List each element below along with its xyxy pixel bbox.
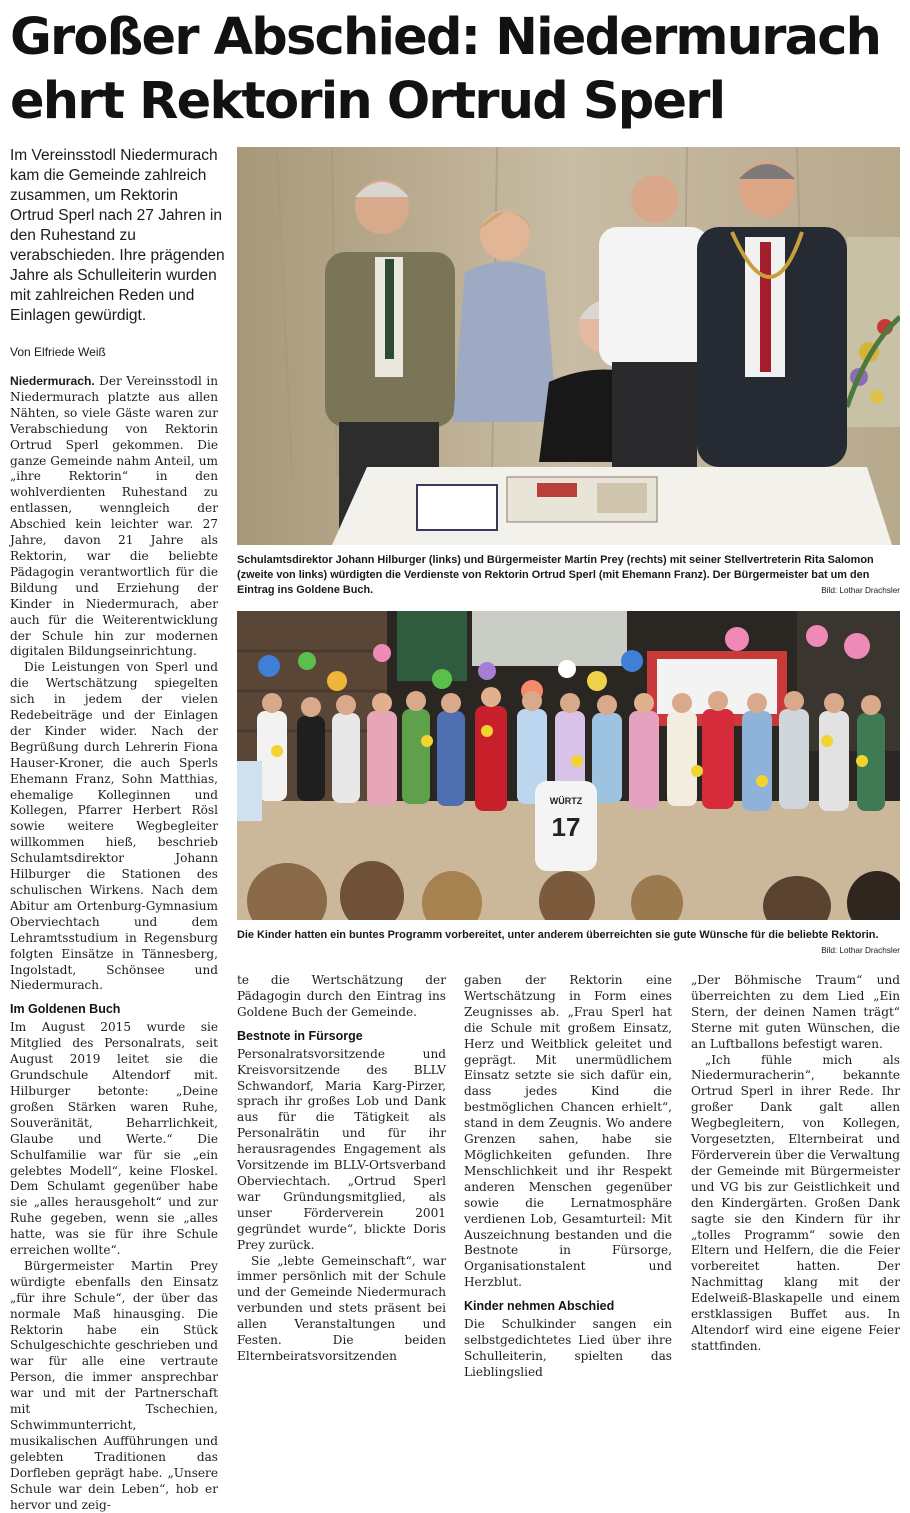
photo-signing-golden-book [237, 147, 900, 545]
subheading-goldenes-buch: Im Goldenen Buch [10, 1002, 121, 1017]
photo1-credit: Bild: Lothar Drachsler [821, 586, 900, 595]
body-paragraph: Die Schulkinder sangen ein selbstgedichtetes Lied über ihre Schulleiterin, spielten das Lieblingslied [464, 1317, 672, 1379]
photo2-caption [237, 928, 900, 958]
photo-children-performance [237, 611, 900, 920]
body-paragraph: Niedermurach. Der Vereinsstodl in Niedermurach platzte aus allen Nähten, so viele Gäste waren zur Verabschiedung von Rektorin Ortrud Sperl gekommen. Die ganze Gemeinde nahm Anteil, um „ihre Rektorin“ in den wohlverdienten Ruhestand zu entlassen, wenngleich der Abschied kein leichter war. 27 Jahre, davon 21 Jahre als Rektorin, war die beliebte Pädagogin verantwortlich für die Bildung und Erziehung der Kinder in Niedermurach, aber auch für die Weiterentwicklung der Schule hin zur modernen digitalen Bildungseinrichtung. [10, 374, 218, 659]
photo2-credit: Bild: Lothar Drachsler [821, 946, 900, 955]
text-column-2 [237, 973, 446, 1365]
body-paragraph: „Der Böhmische Traum“ und überreichten zu dem Lied „Ein Stern, der deinen Namen trägt“ Sterne mit guten Wünschen, die an Luftballons befestigt waren. [691, 973, 900, 1051]
jersey-number: 17 [551, 812, 581, 842]
headline-line-2: ehrt Rektorin Ortrud Sperl [10, 72, 725, 131]
photo1-caption [237, 553, 900, 598]
headline [10, 6, 900, 134]
text-column-1 [10, 374, 218, 1513]
photo-children-illustration [237, 611, 900, 920]
body-paragraph: Sie „lebte Gemeinschaft“, war immer persönlich mit der Schule und der Gemeinde Niedermurach verbunden und stets präsent bei allen Veranstaltungen und Festen. Die beiden Elternbeiratsvorsitzenden [237, 1253, 446, 1363]
jersey-name: WÜRTZ [549, 796, 583, 806]
photo1-caption-text: Schulamtsdirektor Johann Hilburger (links) und Bürgermeister Martin Prey (rechts) mit seiner Stellvertreterin Rita Salomon (zweite von links) würdigten die Verdienste von Rektorin Ortrud Sperl (mit Ehemann Franz). Der Bürgermeister bat um den Eintrag ins Goldene Buch. [237, 554, 874, 596]
body-paragraph: gaben der Rektorin eine Wertschätzung in Form eines Zeugnisses ab. „Frau Sperl hat die Schule mit großem Einsatz, Herz und Weitblick geleitet und geprägt. Mit unermüdlichem Einsatz setzte sie sich dafür ein, dass jedes Kind die bestmöglichen Chancen erhielt“, stand in dem Zeugnis. Wo andere Grenzen sahen, habe sie Möglichkeiten gefunden. Ihre Menschlichkeit und ihr Respekt anderen Menschen gegenüber sowie die Lernatmosphäre verdienen Lob, Gesamturteil: Mit Auszeichnung bestanden und die Bestnote in Fürsorge, Organisationstalent und Herzblut. [464, 973, 672, 1290]
body-paragraph: Im August 2015 wurde sie Mitglied des Personalrats, seit August 2019 leitet sie die Grundschule Altendorf mit. Hilburger betonte: „Deine großen Stärken waren Ruhe, Souveränität, Beharrlichkeit, Glaube und Werte.“ Die Schulfamilie war für sie „ein gelebtes Modell“, keine Floskel. Dem Schulamt gegenüber habe sie „alles herausgeholt“ und zur Ruhe gegeben, wenn sie „alles hatte, was sie für ihre Schule erreichen wollte“. [10, 1020, 218, 1258]
text-column-3 [464, 973, 672, 1381]
body-paragraph: te die Wertschätzung der Pädagogin durch den Eintrag ins Goldene Buch der Gemeinde. [237, 973, 446, 1019]
photo-signing-illustration [237, 147, 900, 545]
body-paragraph: „Ich fühle mich als Niedermuracherin“, bekannte Ortrud Sperl in ihrer Rede. Ihr großer Dank galt allen Wegbegleitern, von Kollegen, Vorgesetzten, Elternbeirat und Förderverein über die Verwaltung der Gemeinde mit Bürgermeister und VG bis zur Geistlichkeit und den Kindergärten. Großen Dank sagte sie den Kindern für ihr „tolles Programm“ sowie den Eltern und Helfern, die die Feier vorbereitet hatten. Der Nachmittag klang mit der Edelweiß-Blaskapelle und einem erstklassigen Buffet aus. In Altendorf wird eine eigene Feier stattfinden. [691, 1052, 900, 1353]
byline: Von Elfriede Weiß [10, 345, 106, 359]
dateline: Niedermurach. [10, 374, 95, 388]
headline-line-1: Großer Abschied: Niedermurach [10, 8, 881, 67]
subheading-kinder-abschied: Kinder nehmen Abschied [464, 1299, 615, 1314]
subheading-bestnote: Bestnote in Fürsorge [237, 1028, 363, 1043]
body-paragraph: Bürgermeister Martin Prey würdigte ebenfalls den Einsatz „für ihre Schule“, der über das normale Maß hinausging. Die Rektorin habe ein Stück Schulgeschichte geschrieben und war für alle eine vertraute Person, die immer ansprechbar war und mit der Partnerschaft mit Tschechien, Schwimmunterricht, musikalischen Aufführungen und gelebten Traditionen das Dorfleben geprägt habe. „Unsere Schule war dein Leben“, hob er hervor und zeig- [10, 1258, 218, 1512]
text-column-4 [691, 973, 900, 1355]
lead-paragraph: Im Vereinsstodl Niedermurach kam die Gemeinde zahlreich zusammen, um Rektorin Ortrud Sperl nach 27 Jahren in den Ruhestand zu verabschieden. Ihre prägenden Jahre als Schulleiterin wurden mit zahlreichen Reden und Einlagen gewürdigt. [10, 147, 225, 324]
body-paragraph: Personalratsvorsitzende und Kreisvorsitzende des BLLV Schwandorf, Maria Karg-Pirzer, sprach ihr großes Lob und Dank aus für die Tätigkeit als Personalrätin und für ihr herausragendes Engagement als Vorsitzende im BLLV-Ortsverband Oberviechtach. „Ortrud Sperl war Gründungsmitglied, als unser Förderverein 2001 gegründet wurde“, blickte Doris Prey zurück. [237, 1046, 446, 1252]
photo2-caption-text: Die Kinder hatten ein buntes Programm vorbereitet, unter anderem überreichten sie gute Wünsche für die beliebte Rektorin. [237, 929, 879, 941]
body-paragraph: Die Leistungen von Sperl und die Wertschätzung spiegelten sich in jedem der vielen Redebeiträge und der Einlagen der Kinder wider. Nach der Begrüßung durch Lehrerin Fiona Hauser-Kroner, die auch Sperls Ehemann Franz, Sohn Matthias, ehemalige Kolleginnen und Kollegen, Pfarrer Herbert Rösl sowie weitere Wegbegleiter willkommen hieß, beschrieb Schulamtsdirektor Johann Hilburger die Stationen des schulischen Wirkens. Nach dem Abitur am Ortenburg-Gymnasium Oberviechtach und dem Lehramtsstudium in Regensburg folgten Einsätze in Tännesberg, Ingolstadt, Schönsee und Niedermurach. [10, 660, 218, 993]
